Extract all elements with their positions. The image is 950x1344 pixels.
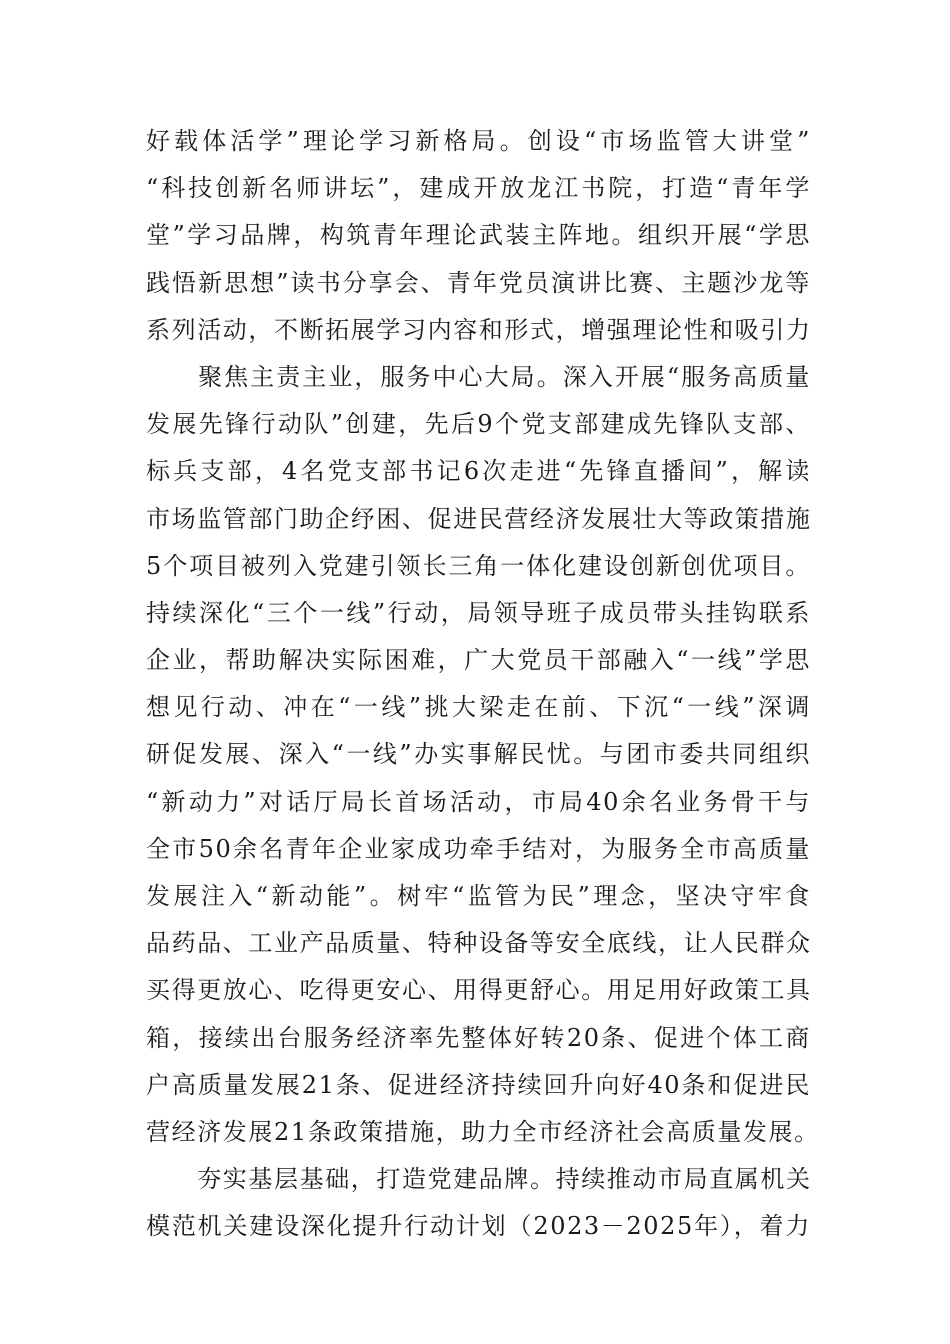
text-line: “科技创新名师讲坛”，建成开放龙江书院，打造“青年学 bbox=[146, 174, 811, 203]
text-line: 发展注入“新动能”。树牢“监管为民”理念，坚决守牢食 bbox=[146, 882, 811, 910]
text-line: 践悟新思想”读书分享会、青年党员演讲比赛、主题沙龙等 bbox=[146, 268, 811, 297]
body-text bbox=[146, 118, 820, 1251]
text-line: 堂”学习品牌，构筑青年理论武装主阵地。组织开展“学思 bbox=[146, 221, 811, 250]
text-line: 好载体活学”理论学习新格局。创设“市场监管大讲堂” bbox=[146, 127, 811, 155]
text-line: 营经济发展21条政策措施，助力全市经济社会高质量发展。 bbox=[146, 1117, 820, 1146]
text-line: 标兵支部，4名党支部书记6次走进“先锋直播间”，解读 bbox=[146, 457, 811, 486]
text-line: 夯实基层基础，打造党建品牌。持续推动市局直属机关 bbox=[146, 1165, 812, 1194]
text-line: 市场监管部门助企纾困、促进民营经济发展壮大等政策措施 bbox=[146, 504, 812, 533]
text-line: 系列活动，不断拓展学习内容和形式，增强理论性和吸引力 bbox=[146, 315, 812, 344]
text-line: 户高质量发展21条、促进经济持续回升向好40条和促进民 bbox=[146, 1070, 811, 1099]
text-line: 5个项目被列入党建引领长三角一体化建设创新创优项目。 bbox=[146, 551, 811, 580]
text-line: 想见行动、冲在“一线”挑大梁走在前、下沉“一线”深调 bbox=[146, 693, 811, 722]
text-line: 品药品、工业产品质量、特种设备等安全底线，让人民群众 bbox=[146, 929, 812, 958]
text-line: 全市50余名青年企业家成功牵手结对，为服务全市高质量 bbox=[146, 834, 811, 863]
text-line: “新动力”对话厅局长首场活动，市局40余名业务骨干与 bbox=[146, 787, 811, 816]
text-line: 企业，帮助解决实际困难，广大党员干部融入“一线”学思 bbox=[146, 646, 811, 675]
text-line: 聚焦主责主业，服务中心大局。深入开展“服务高质量 bbox=[146, 362, 811, 391]
text-line: 发展先锋行动队”创建，先后9个党支部建成先锋队支部、 bbox=[146, 410, 811, 439]
text-line: 研促发展、深入“一线”办实事解民忧。与团市委共同组织 bbox=[146, 740, 811, 769]
text-line: 买得更放心、吃得更安心、用得更舒心。用足用好政策工具 bbox=[146, 976, 812, 1005]
text-line: 模范机关建设深化提升行动计划（2023－2025年），着力 bbox=[146, 1212, 811, 1241]
text-line: 持续深化“三个一线”行动，局领导班子成员带头挂钩联系 bbox=[146, 598, 811, 627]
text-line: 箱，接续出台服务经济率先整体好转20条、促进个体工商 bbox=[146, 1023, 811, 1052]
